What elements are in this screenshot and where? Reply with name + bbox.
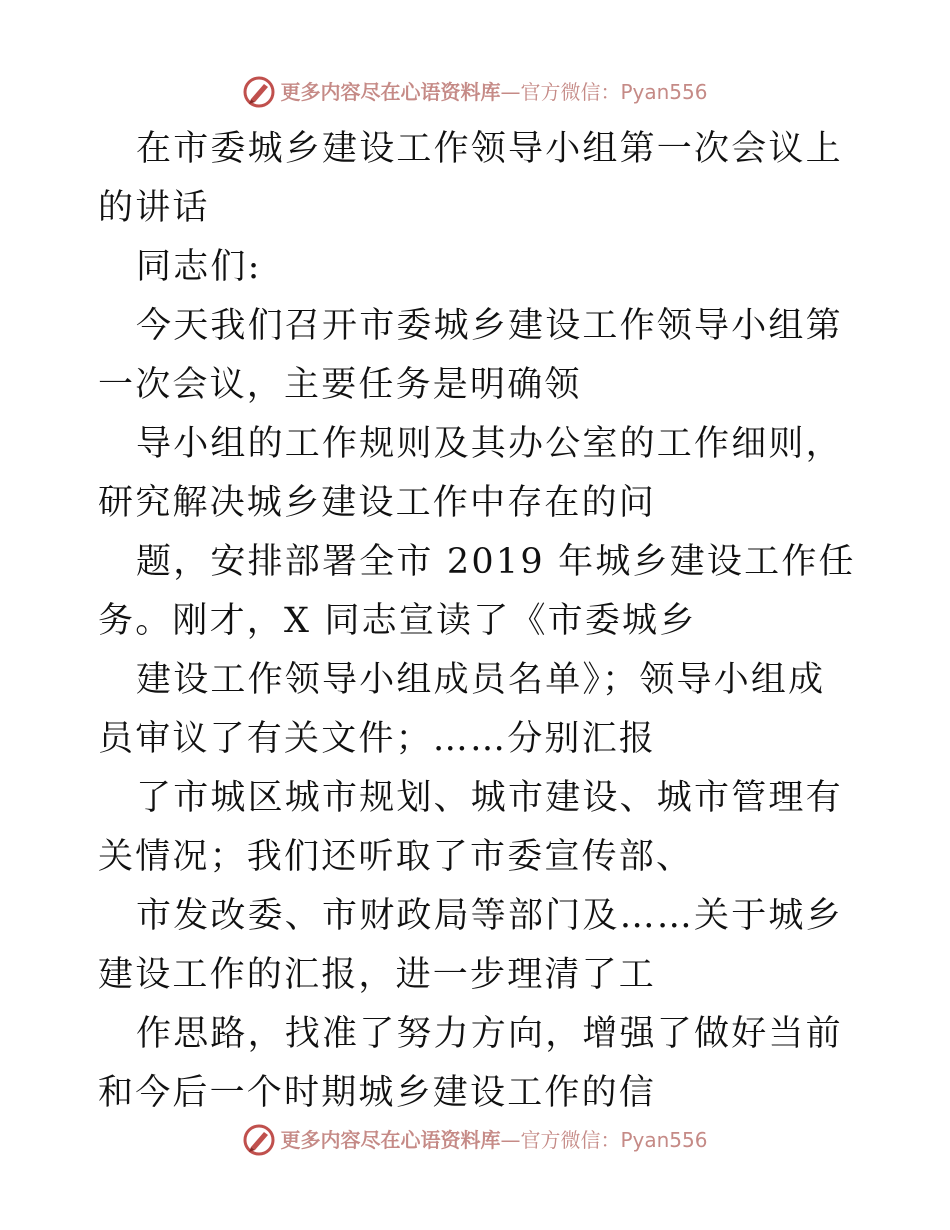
watermark-account-text: 官方微信：Pyan556: [520, 80, 708, 104]
paragraph-salutation: 同志们:: [136, 247, 262, 287]
paragraph: 了市城区城市规划、城市建设、城市管理有关情况；我们还听取了市委宣传部、: [98, 778, 843, 877]
document-body: [98, 120, 858, 1123]
watermark-dash: —: [500, 1128, 521, 1152]
paragraph: 建设工作领导小组成员名单》；领导小组成员审议了有关文件；……分别汇报: [98, 660, 826, 759]
paragraph: 导小组的工作规则及其办公室的工作细则，研究解决城乡建设工作中存在的问: [98, 424, 843, 523]
paragraph: 今天我们召开市委城乡建设工作领导小组第一次会议，主要任务是明确领: [98, 306, 843, 405]
watermark-account-text: 官方微信：Pyan556: [520, 1128, 708, 1152]
pen-logo-icon: [242, 75, 276, 109]
document-title: 在市委城乡建设工作领导小组第一次会议上的讲话: [98, 129, 843, 228]
watermark-dash: —: [500, 80, 521, 104]
paragraph: 题，安排部署全市 2019 年城乡建设工作任务。刚才，X 同志宣读了《市委城乡: [98, 542, 856, 641]
footer-watermark: [0, 1120, 950, 1160]
paragraph: 作思路，找准了努力方向，增强了做好当前和今后一个时期城乡建设工作的信: [98, 1014, 843, 1113]
paragraph: 市发改委、市财政局等部门及……关于城乡建设工作的汇报，进一步理清了工: [98, 896, 843, 995]
watermark-main-text: 更多内容尽在心语资料库: [280, 80, 501, 104]
pen-logo-icon: [242, 1123, 276, 1157]
watermark-main-text: 更多内容尽在心语资料库: [280, 1128, 501, 1152]
header-watermark: [0, 72, 950, 112]
